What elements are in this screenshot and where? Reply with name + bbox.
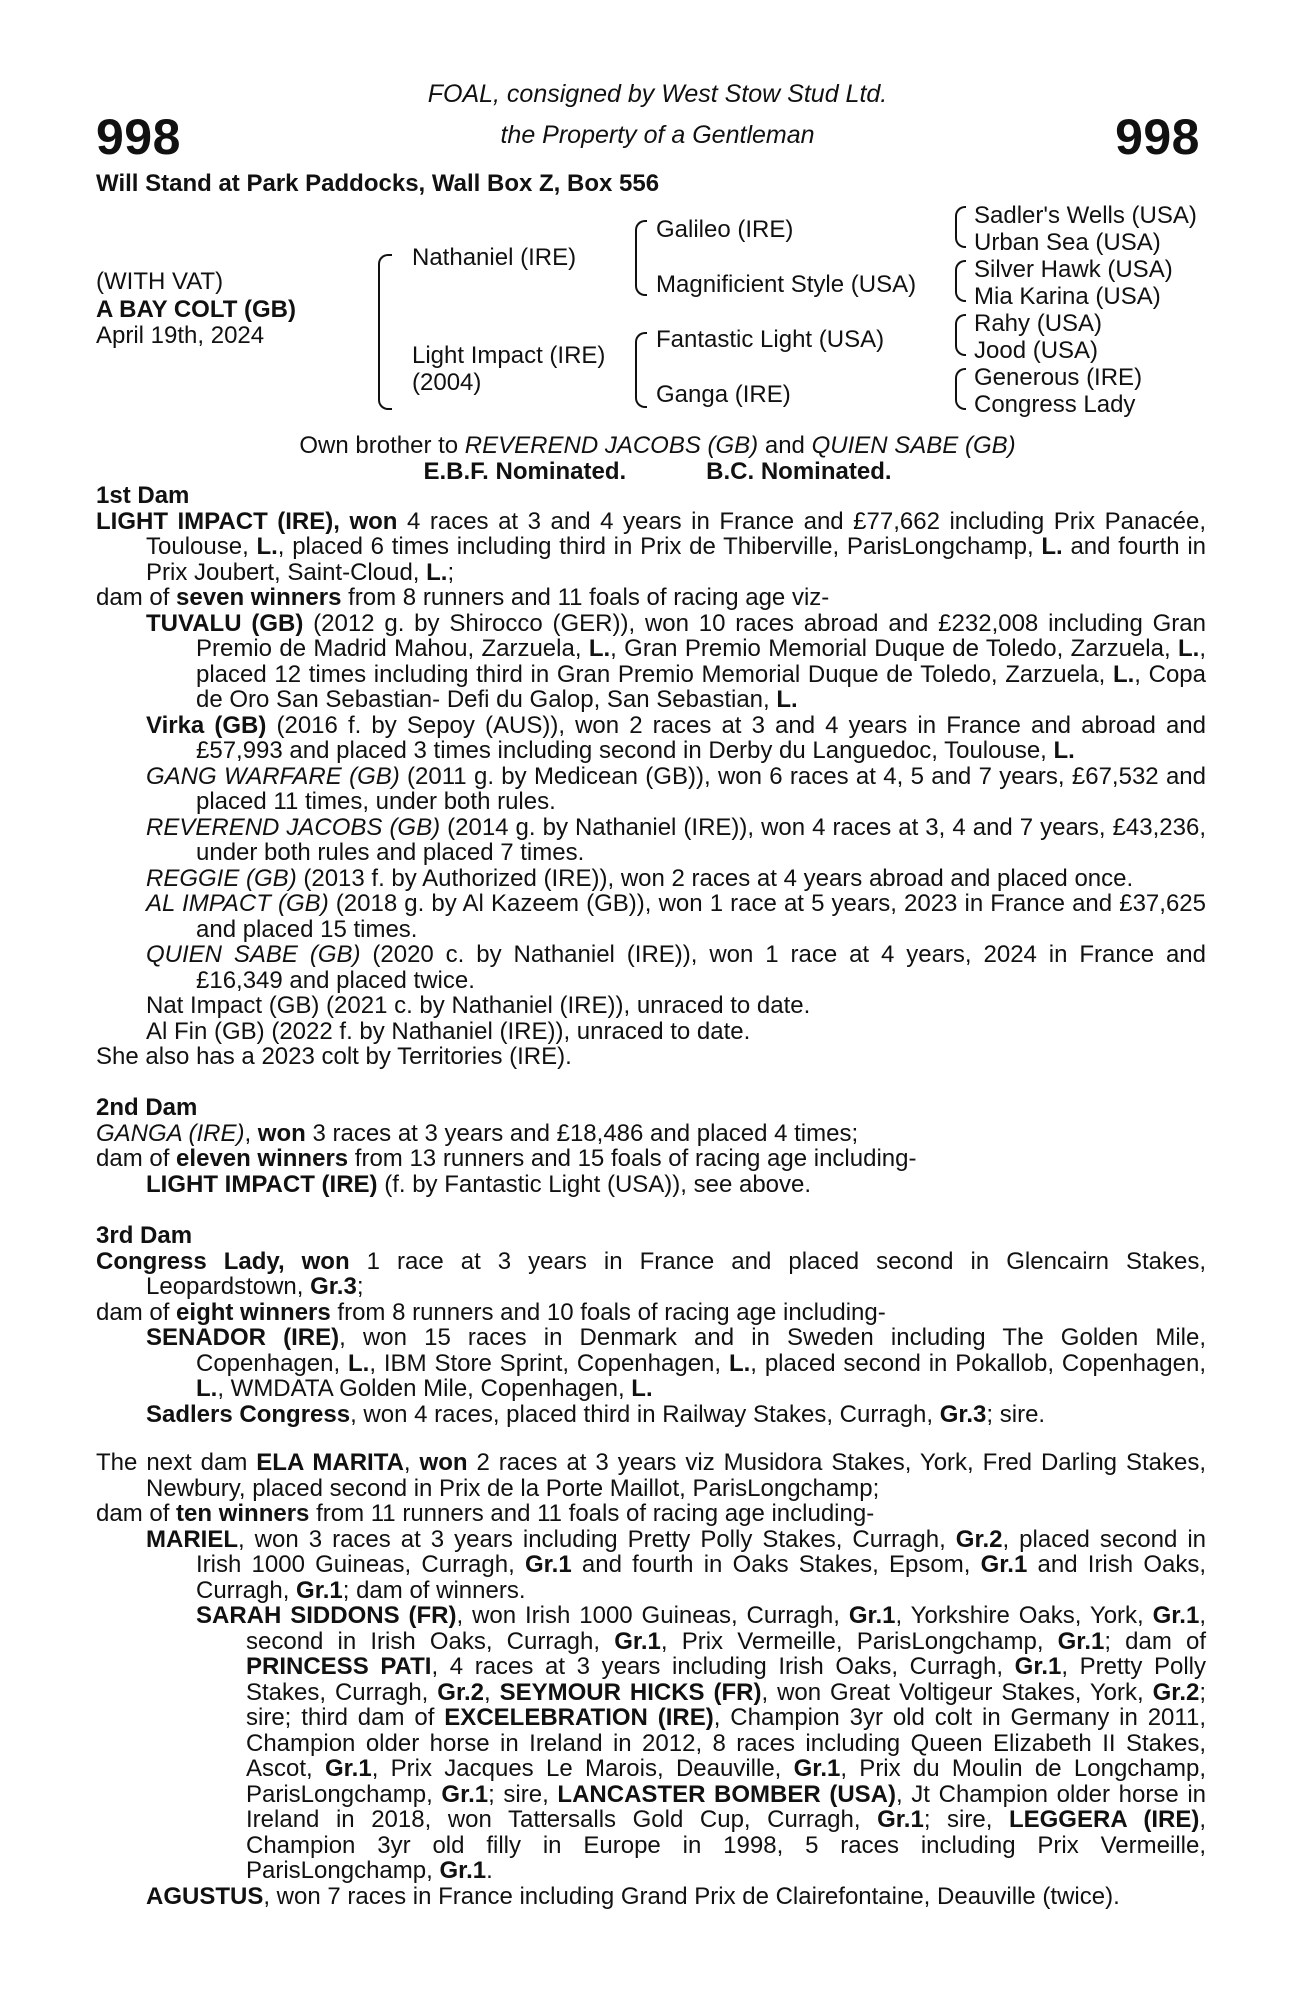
first-dam-heading: 1st Dam (96, 482, 190, 509)
first-dam-paragraph: LIGHT IMPACT (IRE), won 4 races at 3 and 4 years in France and £77,662 including Prix Panacée, Toulouse, L., placed 6 times including third in Prix de Thiberville, ParisLongchamp, L. and fourth in Prix Joubert, Saint-Cloud, L.; (96, 507, 1207, 586)
pedigree-ddd: Congress Lady (974, 391, 1136, 418)
pedigree-sdd: Mia Karina (USA) (974, 283, 1161, 310)
produce-reverend-jacobs: REVEREND JACOBS (GB) (2014 g. by Nathaniel (IRE)), won 4 races at 3, 4 and 7 years, £43,236, under both rules and placed 7 times. (146, 813, 1206, 866)
brace-sire (635, 220, 647, 296)
pedigree-sss: Sadler's Wells (USA) (974, 202, 1197, 229)
produce-sadlers-congress: Sadlers Congress, won 4 races, placed third in Railway Stakes, Curragh, Gr.3; sire. (146, 1400, 1046, 1428)
brace-main (378, 254, 392, 410)
produce-agustus: AGUSTUS, won 7 races in France including Grand Prix de Clairefontaine, Deauville (twice). (146, 1882, 1120, 1910)
third-dam-heading: 3rd Dam (96, 1222, 193, 1249)
stand-line: Will Stand at Park Paddocks, Wall Box Z, Box 556 (96, 170, 660, 197)
pedigree-sire: Nathaniel (IRE) (412, 244, 577, 271)
produce-nat-impact: Nat Impact (GB) (2021 c. by Nathaniel (IRE)), unraced to date. (146, 992, 811, 1019)
vat-label: (WITH VAT) (96, 268, 224, 295)
third-dam-paragraph: Congress Lady, won 1 race at 3 years in France and placed second in Glencairn Stakes, Leopardstown, Gr.3; (96, 1247, 1206, 1300)
produce-light-impact: LIGHT IMPACT (IRE) (f. by Fantastic Light (USA)), see above. (146, 1170, 812, 1198)
produce-quien-sabe: QUIEN SABE (GB) (2020 c. by Nathaniel (IRE)), won 1 race at 4 years, 2024 in France and £16,349 and placed twice. (146, 941, 1206, 994)
own-brother-line: Own brother to REVEREND JACOBS (GB) and QUIEN SABE (GB) (299, 432, 1016, 459)
produce-al-impact: AL IMPACT (GB) (2018 g. by Al Kazeem (GB)), won 1 race at 5 years, 2023 in France and £37,625 and placed 15 times. (146, 890, 1206, 943)
produce-gang-warfare: GANG WARFARE (GB) (2011 g. by Medicean (GB)), won 6 races at 4, 5 and 7 years, £67,532 and placed 11 times, under both rules. (146, 762, 1206, 815)
pedigree-dam-year: (2004) (412, 369, 482, 396)
bc-nominated: B.C. Nominated. (706, 458, 892, 485)
brace-ganga (955, 368, 966, 410)
pedigree-dds: Generous (IRE) (974, 364, 1143, 391)
produce-virka: Virka (GB) (2016 f. by Sepoy (AUS)), won 2 races at 3 and 4 years in France and abroad and £57,993 and placed 3 times including second in Derby du Languedoc, Toulouse, L. (146, 711, 1207, 764)
property-line: the Property of a Gentleman (500, 121, 815, 149)
second-dam-produce-summary: dam of eleven winners from 13 runners and 15 foals of racing age including- (96, 1145, 917, 1172)
first-dam-section (96, 483, 1206, 1070)
pedigree-dam-dam: Ganga (IRE) (656, 381, 791, 408)
pedigree-dam: Light Impact (IRE) (412, 342, 606, 369)
second-dam-paragraph: GANGA (IRE), won 3 races at 3 years and £18,486 and placed 4 times; (96, 1119, 859, 1147)
second-dam-section (96, 1095, 1206, 1197)
lot-number-right: 998 (1115, 109, 1200, 165)
lot-number-left: 998 (96, 109, 181, 165)
brace-galileo (955, 206, 966, 248)
produce-sarah-siddons: SARAH SIDDONS (FR), won Irish 1000 Guineas, Curragh, Gr.1, Yorkshire Oaks, York, Gr.1, second in Irish Oaks, Curragh, Gr.1, Prix Vermeille, ParisLongchamp, Gr.1; dam of PRINCESS PATI, 4 races at 3 years including Irish Oaks, Curragh, Gr.1, Pretty Polly Stakes, Curragh, Gr.2, SEYMOUR HICKS (FR), won Great Voltigeur Stakes, York, Gr.2; sire; third dam of EXCELEBRATION (IRE), Champion 3yr old colt in Germany in 2011, Champion older horse in Ireland in 2012, 8 races including Queen Elizabeth II Stakes, Ascot, Gr.1, Prix Jacques Le Marois, Deauville, Gr.1, Prix du Moulin de Longchamp, ParisLongchamp, Gr.1; sire, LANCASTER BOMBER (USA), Jt Champion older horse in Ireland in 2018, won Tattersalls Gold Cup, Curragh, Gr.1; sire, LEGGERA (IRE), Champion 3yr old filly in Europe in 1998, 5 races including Prix Vermeille, ParisLongchamp, Gr.1. (196, 1602, 1207, 1884)
brace-dam (635, 332, 647, 408)
next-dam-section (96, 1450, 1206, 1909)
second-dam-heading: 2nd Dam (96, 1094, 198, 1121)
pedigree-sire-dam: Magnificient Style (USA) (656, 271, 917, 298)
colt-title: A BAY COLT (GB) (96, 296, 297, 323)
first-dam-produce-summary: dam of seven winners from 8 runners and 11 foals of racing age viz- (96, 584, 830, 611)
next-dam-produce-summary: dam of ten winners from 11 runners and 11 foals of racing age including- (96, 1500, 875, 1527)
produce-senador: SENADOR (IRE), won 15 races in Denmark and in Sweden including The Golden Mile, Copenhagen, L., IBM Store Sprint, Copenhagen, L., placed second in Pokallob, Copenhagen, L., WMDATA Golden Mile, Copenhagen, L. (146, 1324, 1207, 1402)
pedigree-sds: Silver Hawk (USA) (974, 256, 1173, 283)
produce-mariel: MARIEL, won 3 races at 3 years including Pretty Polly Stakes, Curragh, Gr.2, placed second in Irish 1000 Guineas, Curragh, Gr.1 and fourth in Oaks Stakes, Epsom, Gr.1 and Irish Oaks, Curragh, Gr.1; dam of winners. (146, 1525, 1207, 1604)
pedigree-dam-sire: Fantastic Light (USA) (656, 326, 885, 353)
pedigree-dsd: Jood (USA) (974, 337, 1099, 364)
consignor-line: FOAL, consigned by West Stow Stud Ltd. (427, 80, 888, 108)
produce-reggie: REGGIE (GB) (2013 f. by Authorized (IRE)), won 2 races at 4 years abroad and placed once. (146, 864, 1134, 892)
next-dam-paragraph: The next dam ELA MARITA, won 2 races at 3 years viz Musidora Stakes, York, Fred Darling Stakes, Newbury, placed second in Prix de la Porte Maillot, ParisLongchamp; (96, 1449, 1207, 1502)
produce-al-fin: Al Fin (GB) (2022 f. by Nathaniel (IRE)), unraced to date. (146, 1017, 751, 1045)
nominations (0, 458, 1315, 486)
date-of-birth: April 19th, 2024 (96, 322, 265, 349)
third-dam-produce-summary: dam of eight winners from 8 runners and 10 foals of racing age including- (96, 1298, 886, 1326)
third-dam-section (96, 1223, 1206, 1427)
produce-tuvalu: TUVALU (GB) (2012 g. by Shirocco (GER)), won 10 races abroad and £232,008 including Gran Premio de Madrid Mahou, Zarzuela, L., Gran Premio Memorial Duque de Toledo, Zarzuela, L., placed 12 times including third in Gran Premio Memorial Duque de Toledo, Zarzuela, L., Copa de Oro San Sebastian- Defi du Galop, San Sebastian, L. (146, 609, 1206, 713)
pedigree-ssd: Urban Sea (USA) (974, 229, 1161, 256)
ebf-nominated: E.B.F. Nominated. (423, 458, 627, 485)
brace-magnificient (955, 260, 966, 302)
brace-fantastic (955, 314, 966, 356)
pedigree-dss: Rahy (USA) (974, 310, 1103, 337)
pedigree-sire-sire: Galileo (IRE) (656, 216, 794, 243)
produce-2023-colt: She also has a 2023 colt by Territories (IRE). (96, 1043, 572, 1070)
